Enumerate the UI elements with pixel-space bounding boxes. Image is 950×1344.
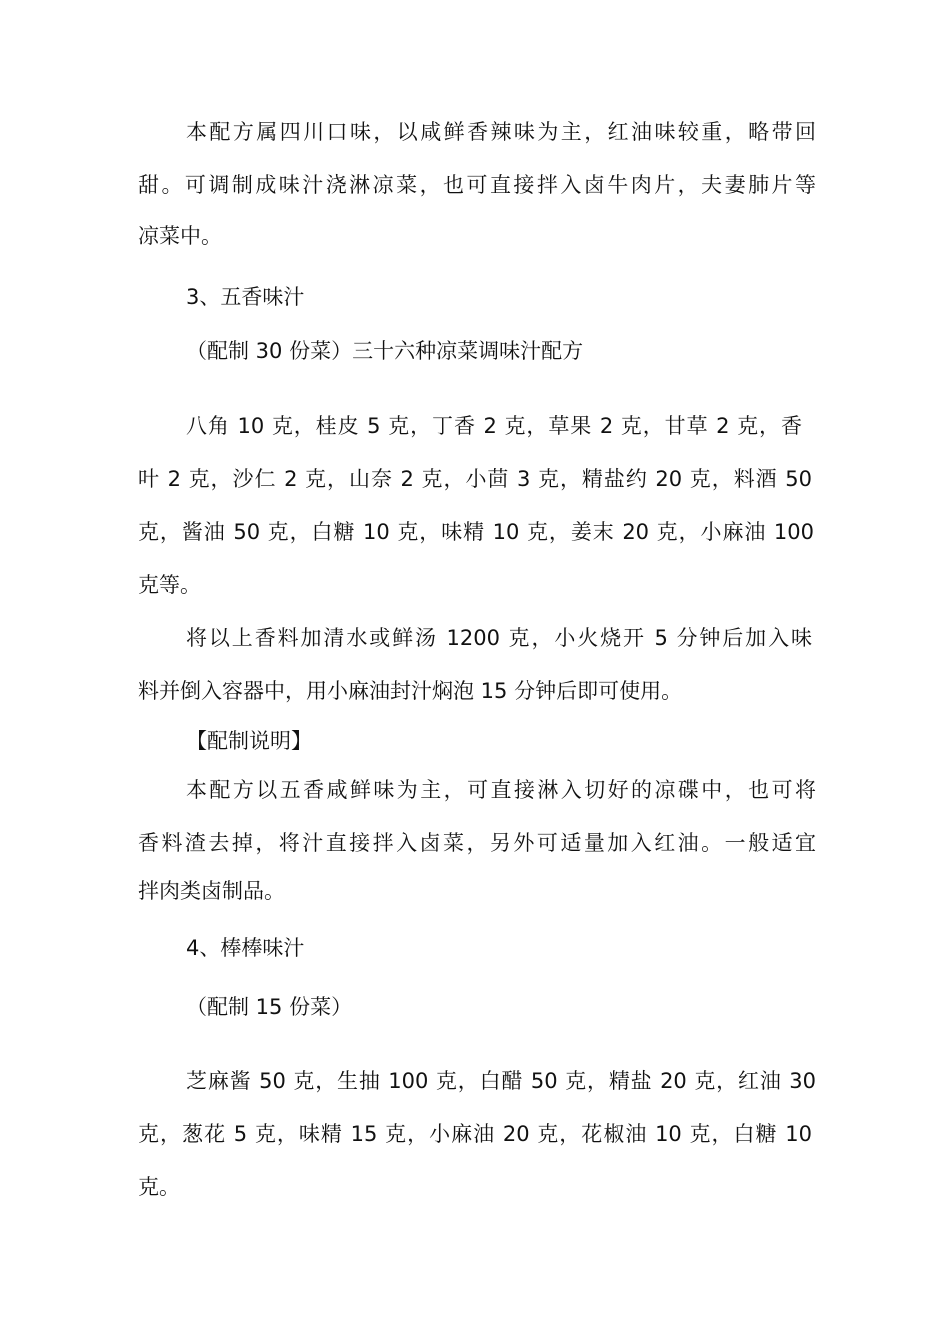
- paragraph-line: 香料渣去掉，将汁直接拌入卤菜，另外可适量加入红油。一般适宜: [138, 831, 816, 855]
- paragraph-line: 凉菜中。: [138, 224, 222, 248]
- paragraph-line: 克，酱油 50 克，白糖 10 克，味精 10 克，姜末 20 克，小麻油 100: [138, 520, 814, 544]
- paragraph-line: 本配方属四川口味，以咸鲜香辣味为主，红油味较重，略带回: [186, 120, 816, 144]
- paragraph-line: 将以上香料加清水或鲜汤 1200 克，小火烧开 5 分钟后加入味: [186, 626, 812, 650]
- note-heading: 【配制说明】: [186, 729, 312, 753]
- paragraph-line: 芝麻酱 50 克，生抽 100 克，白醋 50 克，精盐 20 克，红油 30: [186, 1069, 816, 1093]
- section-subheading: （配制 15 份菜）: [186, 995, 353, 1019]
- paragraph-line: 克等。: [138, 573, 201, 597]
- paragraph-line: 克。: [138, 1175, 180, 1199]
- paragraph-line: 料并倒入容器中，用小麻油封汁焖泡 15 分钟后即可使用。: [138, 679, 683, 703]
- paragraph-line: 甜。可调制成味汁浇淋凉菜，也可直接拌入卤牛肉片，夫妻肺片等: [138, 173, 816, 197]
- section-heading: 4、棒棒味汁: [186, 936, 305, 960]
- section-heading: 3、五香味汁: [186, 285, 305, 309]
- paragraph-line: 克，葱花 5 克，味精 15 克，小麻油 20 克，花椒油 10 克，白糖 10: [138, 1122, 812, 1146]
- paragraph-line: 本配方以五香咸鲜味为主，可直接淋入切好的凉碟中，也可将: [186, 778, 816, 802]
- section-subheading: （配制 30 份菜）三十六种凉菜调味汁配方: [186, 339, 584, 363]
- paragraph-line: 八角 10 克，桂皮 5 克，丁香 2 克，草果 2 克，甘草 2 克，香: [186, 414, 802, 438]
- paragraph-line: 拌肉类卤制品。: [138, 879, 285, 903]
- paragraph-line: 叶 2 克，沙仁 2 克，山奈 2 克，小茴 3 克，精盐约 20 克，料酒 50: [138, 467, 812, 491]
